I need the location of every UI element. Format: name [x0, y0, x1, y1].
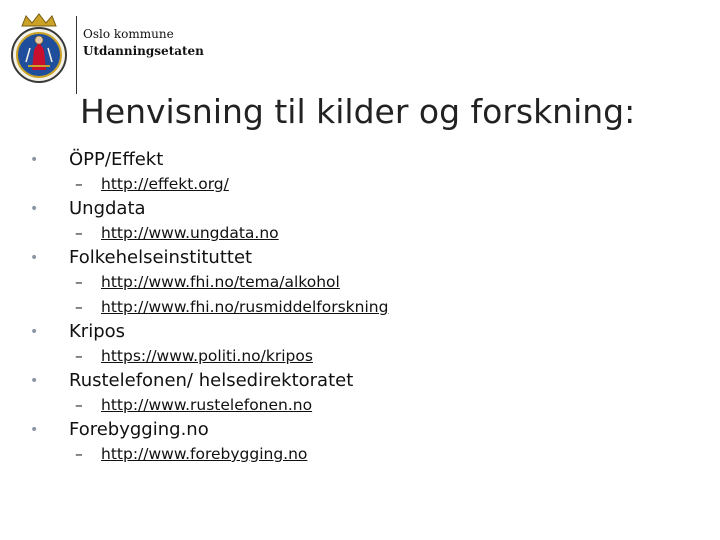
org-line2: Utdanningsetaten: [83, 44, 204, 58]
list-item-kripos: [30, 320, 388, 344]
source-link[interactable]: http://www.forebygging.no: [101, 445, 308, 463]
dash-icon: –: [75, 396, 83, 414]
header-divider: [76, 16, 77, 94]
bullet-icon: •: [30, 152, 39, 168]
section-label: Kripos: [69, 321, 126, 342]
bullet-icon: •: [30, 373, 39, 389]
dash-icon: –: [75, 445, 83, 463]
list-item-rustelefonen: [30, 369, 388, 393]
section-label: ÖPP/Effekt: [69, 149, 164, 170]
bullet-icon: •: [30, 250, 39, 266]
bullet-icon: •: [30, 201, 39, 217]
oslo-city-seal-icon: [10, 12, 68, 84]
list-item-ungdata: [30, 197, 388, 221]
source-link[interactable]: http://effekt.org/: [101, 175, 229, 193]
list-item-forebygging: [30, 418, 388, 442]
dash-icon: –: [75, 298, 83, 316]
section-label: Forebygging.no: [69, 419, 209, 440]
link-item: [30, 442, 388, 467]
source-link[interactable]: https://www.politi.no/kripos: [101, 347, 313, 365]
dash-icon: –: [75, 273, 83, 291]
link-item: [30, 172, 388, 197]
sources-list: [30, 148, 388, 467]
list-item-folkehelseinstituttet: [30, 246, 388, 270]
section-label: Folkehelseinstituttet: [69, 247, 253, 268]
link-item: [30, 221, 388, 246]
bullet-icon: •: [30, 422, 39, 438]
list-item-oppeffekt: [30, 148, 388, 172]
dash-icon: –: [75, 347, 83, 365]
source-link[interactable]: http://www.rustelefonen.no: [101, 396, 313, 414]
organization-name: [83, 26, 204, 60]
dash-icon: –: [75, 224, 83, 242]
dash-icon: –: [75, 175, 83, 193]
section-label: Rustelefonen/ helsedirektoratet: [69, 370, 354, 391]
page-title: Henvisning til kilder og forskning:: [80, 92, 636, 131]
source-link[interactable]: http://www.fhi.no/tema/alkohol: [101, 273, 340, 291]
link-item: [30, 393, 388, 418]
link-item: [30, 295, 388, 320]
source-link[interactable]: http://www.fhi.no/rusmiddelforskning: [101, 298, 389, 316]
link-item: [30, 270, 388, 295]
org-line1: Oslo kommune: [83, 27, 174, 41]
section-label: Ungdata: [69, 198, 146, 219]
source-link[interactable]: http://www.ungdata.no: [101, 224, 279, 242]
bullet-icon: •: [30, 324, 39, 340]
link-item: [30, 344, 388, 369]
